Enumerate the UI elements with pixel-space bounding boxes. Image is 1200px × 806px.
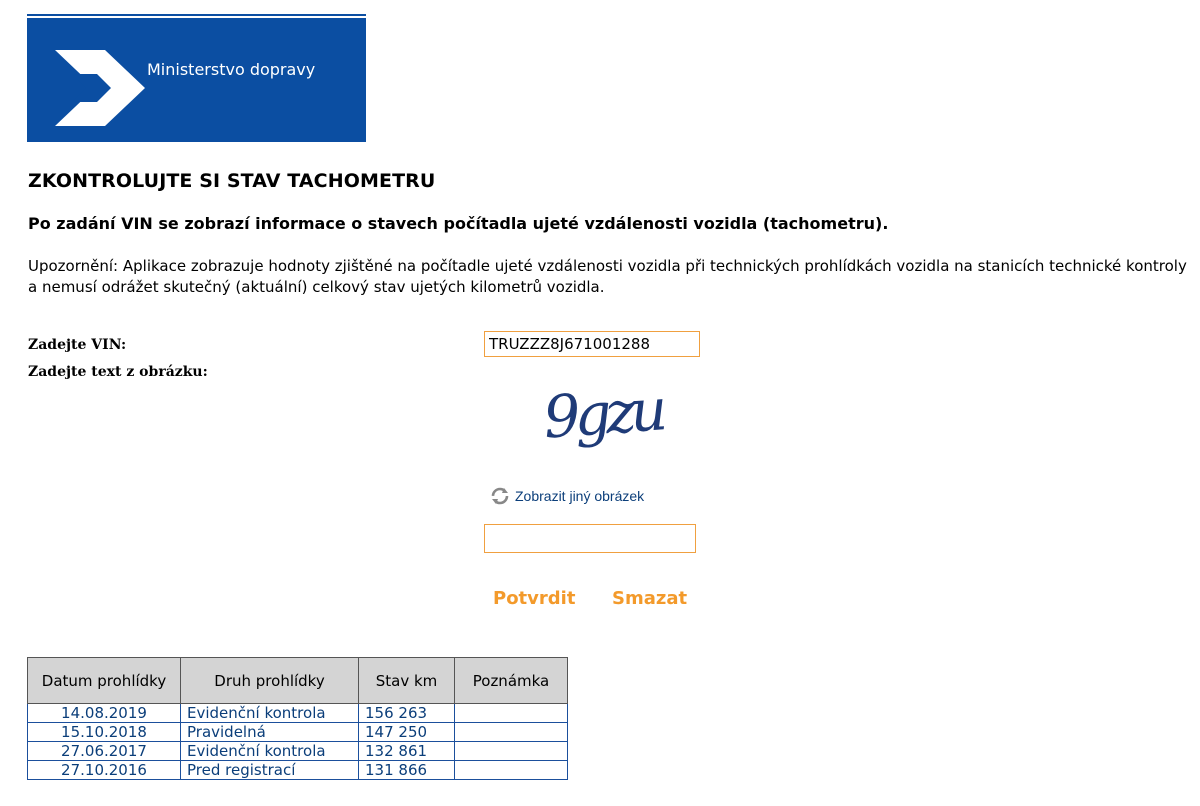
cell-km: 132 861 <box>359 742 455 761</box>
logo-text: Ministerstvo dopravy <box>147 60 316 79</box>
cell-date: 27.10.2016 <box>28 761 181 780</box>
header-date: Datum prohlídky <box>28 658 181 704</box>
cell-type: Pravidelná <box>181 723 359 742</box>
table-row <box>28 761 568 780</box>
cell-note <box>455 704 568 723</box>
table-row <box>28 704 568 723</box>
captcha-image <box>536 372 686 470</box>
cell-date: 27.06.2017 <box>28 742 181 761</box>
cell-km: 131 866 <box>359 761 455 780</box>
clear-button[interactable]: Smazat <box>612 588 688 609</box>
captcha-input[interactable] <box>484 524 696 553</box>
refresh-icon <box>491 487 509 505</box>
cell-note <box>455 742 568 761</box>
results-table <box>27 657 568 780</box>
notice-text: Upozornění: Aplikace zobrazuje hodnoty zjištěné na počítadle ujeté vzdálenosti vozidla při technických prohlídkách vozidla na stanicích technické kontroly a nemusí odrážet skutečný (aktuální) celkový stav ujetých kilometrů vozidla. <box>28 257 1187 296</box>
table-row <box>28 723 568 742</box>
cell-date: 14.08.2019 <box>28 704 181 723</box>
vin-label: Zadejte VIN: <box>28 337 127 353</box>
page-subtitle: Po zadání VIN se zobrazí informace o stavech počítadla ujeté vzdálenosti vozidla (tachometru). <box>28 214 889 233</box>
cell-note <box>455 723 568 742</box>
header-type: Druh prohlídky <box>181 658 359 704</box>
captcha-label: Zadejte text z obrázku: <box>28 364 208 380</box>
header-km: Stav km <box>359 658 455 704</box>
confirm-button[interactable]: Potvrdit <box>493 588 576 609</box>
chevron-arrow-icon <box>27 22 366 142</box>
cell-date: 15.10.2018 <box>28 723 181 742</box>
cell-note <box>455 761 568 780</box>
cell-km: 156 263 <box>359 704 455 723</box>
cell-type: Evidenční kontrola <box>181 704 359 723</box>
table-header-row <box>28 658 568 704</box>
cell-type: Pred registrací <box>181 761 359 780</box>
cell-km: 147 250 <box>359 723 455 742</box>
captcha-text: 9gzu <box>541 375 664 452</box>
table-row <box>28 742 568 761</box>
cell-type: Evidenční kontrola <box>181 742 359 761</box>
refresh-captcha-link[interactable] <box>491 487 644 505</box>
logo-top-line <box>27 14 366 16</box>
vin-input[interactable] <box>484 331 700 357</box>
ministry-logo <box>27 18 366 142</box>
page-title: ZKONTROLUJTE SI STAV TACHOMETRU <box>28 170 436 192</box>
refresh-captcha-label: Zobrazit jiný obrázek <box>515 488 645 504</box>
header-note: Poznámka <box>455 658 568 704</box>
